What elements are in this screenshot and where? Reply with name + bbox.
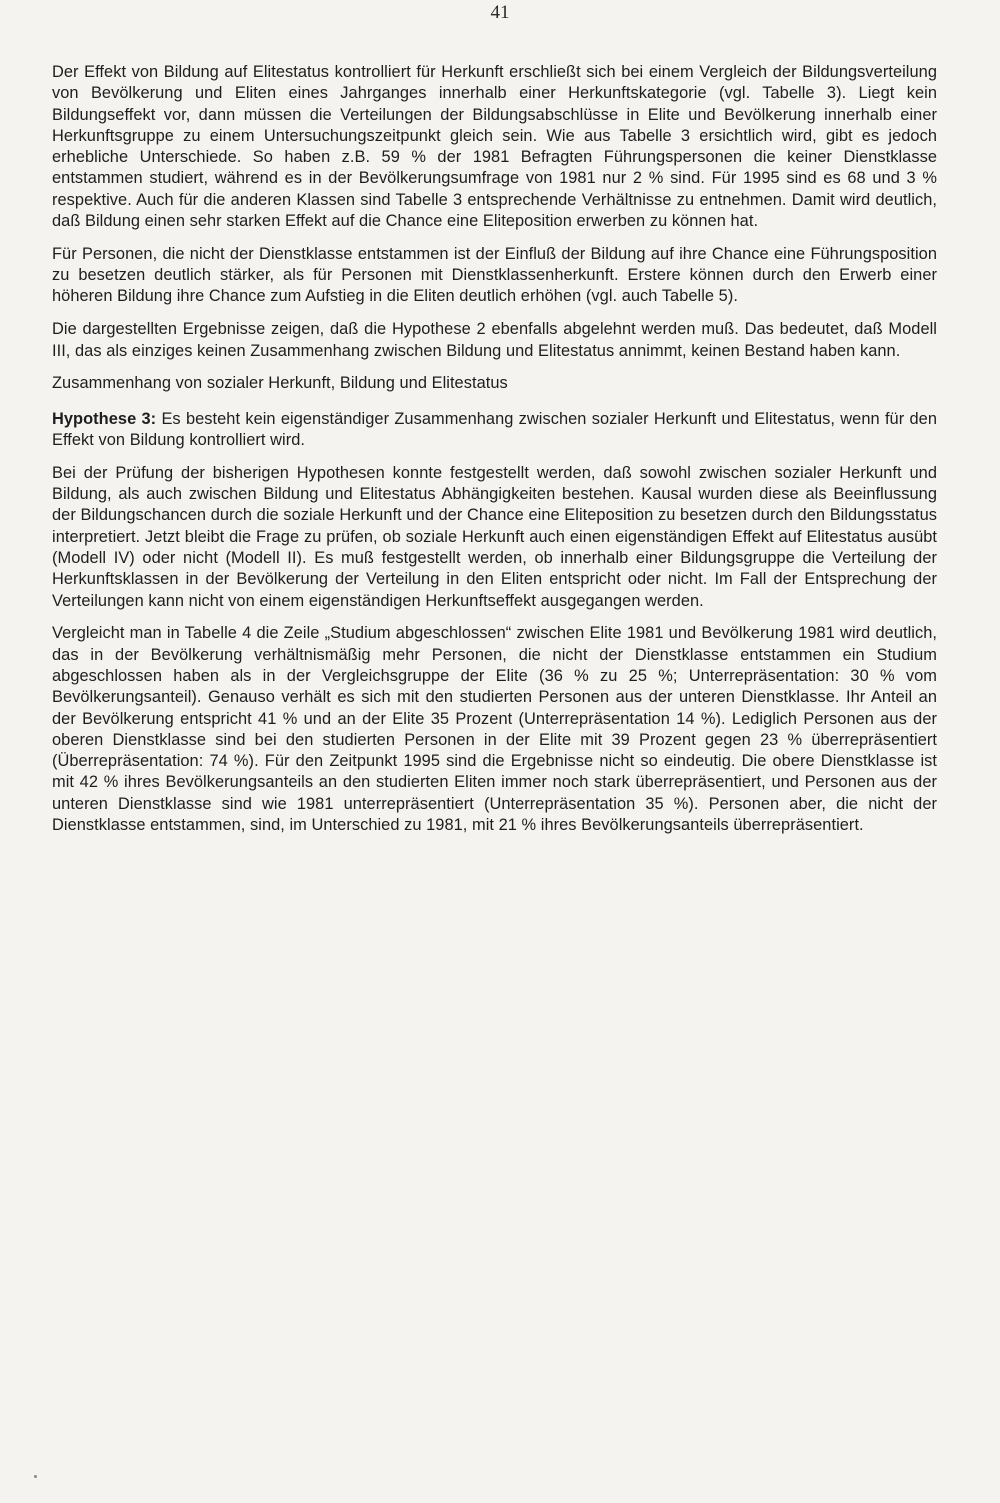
document-body: [52, 62, 937, 848]
paragraph-education-effect: Der Effekt von Bildung auf Elitestatus kontrolliert für Herkunft erschließt sich bei einem Vergleich der Bildungsverteilung von Bevölkerung und Eliten eines Jahrganges innerhalb einer Herkunftskategorie (vgl. Tabelle 3). Liegt kein Bildungseffekt vor, dann müssen die Verteilungen der Bildungsabschlüsse in Elite und Bevölkerung innerhalb einer Herkunftsgruppe zu einem Untersuchungszeitpunkt gleich sein. Wie aus Tabelle 3 ersichtlich wird, gibt es jedoch erhebliche Unterschiede. So haben z.B. 59 % der 1981 Befragten Führungspersonen die keiner Dienstklasse entstammen studiert, während es in der Bevölkerungsumfrage von 1981 nur 2 % sind. Für 1995 sind es 68 und 3 % respektive. Auch für die anderen Klassen sind Tabelle 3 entsprechende Verhältnisse zu entnehmen. Damit wird deutlich, daß Bildung einen sehr starken Effekt auf die Chance eine Eliteposition erwerben zu können hat.: [52, 63, 937, 231]
hypothesis-3-text: Es besteht kein eigenständiger Zusammenhang zwischen sozialer Herkunft und Elitestatus, wenn für den Effekt von Bildung kontrolliert wird.: [52, 409, 937, 449]
section-heading: Zusammenhang von sozialer Herkunft, Bildung und Elitestatus: [52, 374, 508, 393]
paragraph-hypothesis-2-result: Die dargestellten Ergebnisse zeigen, daß die Hypothese 2 ebenfalls abgelehnt werden muß. Das bedeutet, daß Modell III, das als einziges keinen Zusammenhang zwischen Bildung und Elitestatus annimmt, keinen Bestand haben kann.: [52, 320, 937, 360]
paragraph-prior-hypotheses: Bei der Prüfung der bisherigen Hypothesen konnte festgestellt werden, daß sowohl zwischen sozialer Herkunft und Bildung, als auch zwischen Bildung und Elitestatus Abhängigkeiten bestehen. Kausal wurden diese als Beeinflussung der Bildungschancen durch die soziale Herkunft und der Chance eine Eliteposition zu besetzen durch den Bildungsstatus interpretiert. Jetzt bleibt die Frage zu prüfen, ob soziale Herkunft auch einen eigenständigen Effekt auf Elitestatus ausübt (Modell IV) oder nicht (Modell II). Es muß festgestellt werden, ob innerhalb einer Bildungsgruppe die Verteilung der Herkunftsklassen in der Bevölkerung der Verteilung in den Eliten entspricht oder nicht. Im Fall der Entsprechung der Verteilungen kann nicht von einem eigenständigen Herkunftseffekt ausgegangen werden.: [52, 463, 937, 610]
page-number: 41: [490, 2, 510, 23]
paragraph-table-4-comparison: Vergleicht man in Tabelle 4 die Zeile „Studium abgeschlossen“ zwischen Elite 1981 und Bevölkerung 1981 wird deutlich, das in der Bevölkerung verhältnismäßig mehr Personen, die nicht der Dienstklasse entstammen ein Studium abgeschlossen haben als in der Vergleichsgruppe der Elite (36 % zu 25 %; Unterrepräsentation: 30 % vom Bevölkerungsanteil). Genauso verhält es sich mit den studierten Personen aus der unteren Dienstklasse. Ihr Anteil an der Bevölkerung entspricht 41 % und an der Elite 35 Prozent (Unterrepräsentation 14 %). Lediglich Personen aus der oberen Dienstklasse sind bei den studierten Personen in der Elite mit 39 Prozent gegen 23 % überrepräsentiert (Überrepräsentation: 74 %). Für den Zeitpunkt 1995 sind die Ergebnisse nicht so eindeutig. Die obere Dienstklasse ist mit 42 % ihres Bevölkerungsanteils an den studierten Eliten immer noch stark überrepräsentiert, und Personen aus der unteren Dienstklasse sind wie 1981 unterrepräsentiert (Unterrepräsentation 35 %). Personen aber, die nicht der Dienstklasse entstammen, sind, im Unterschied zu 1981, mit 21 % ihres Bevölkerungsanteils überrepräsentiert.: [52, 624, 937, 834]
paragraph-hypothesis-3: [52, 409, 937, 452]
hypothesis-3-label: Hypothese 3:: [52, 409, 157, 428]
scan-speck: [34, 1475, 37, 1478]
paragraph-non-service-class-influence: Für Personen, die nicht der Dienstklasse entstammen ist der Einfluß der Bildung auf ihre Chance eine Führungsposition zu besetzen deutlich stärker, als für Personen mit Dienstklassenherkunft. Erstere können durch den Erwerb einer höheren Bildung ihre Chance zum Aufstieg in die Eliten deutlich erhöhen (vgl. auch Tabelle 5).: [52, 244, 937, 306]
